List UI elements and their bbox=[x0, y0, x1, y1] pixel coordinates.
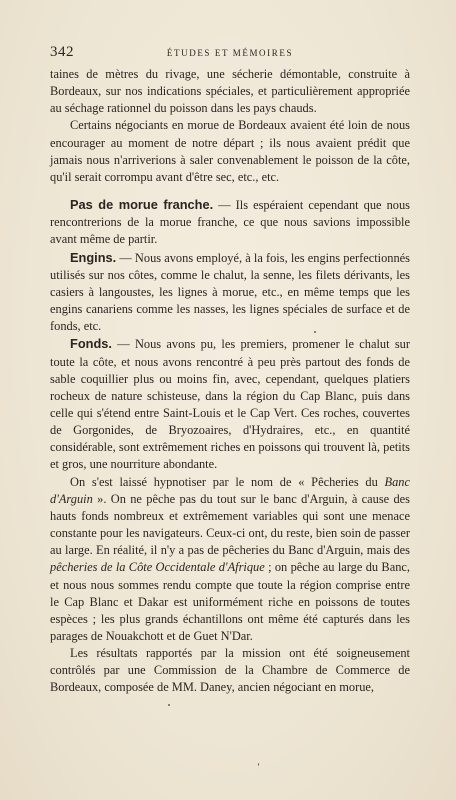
text-run: ; on pêche au large du Banc, et nous nous sommes rendu compte que toute la région comprise entre le Cap Blanc et Dakar est uniformément riche en poissons de toutes espèces ; les plus grands échantillons ont même été capturés dans les parages de Nouakchott et de Guet N'Dar. bbox=[50, 560, 410, 643]
italic-run: pêcheries de la Côte Occidentale d'Afrique bbox=[50, 560, 265, 575]
paper-speck bbox=[314, 331, 316, 333]
running-head: ÉTUDES ET MÉMOIRES bbox=[166, 48, 294, 58]
paragraph-fonds bbox=[50, 335, 410, 473]
text-run: Certains négociants en morue de Bordeaux avaient été loin de nous encourager au moment de notre départ ; ils nous avaient prédit que jamais nous n'arriverions à saler convenablement le poisson de la côte, qu'il serait corrompu avant d'être sec, etc., etc. bbox=[50, 118, 410, 184]
section-heading: Fonds. bbox=[70, 336, 112, 352]
section-heading: Pas de morue franche. bbox=[70, 197, 214, 213]
paragraph bbox=[50, 117, 410, 186]
italic-run: Banc d'Arguin bbox=[50, 474, 410, 506]
text-run: — Nous avons employé, à la fois, les engins perfectionnés utilisés sur nos côtes, comme le chalut, la senne, les filets dérivants, les casiers à langoustes, les lignes à morue, etc., en même temps que les engins canariens comme les nasses, les lignes spéciales de surface et de fonds, etc. bbox=[50, 250, 410, 334]
paragraph-pas-de-morue-franche bbox=[50, 196, 410, 248]
paragraph-engins bbox=[50, 249, 410, 336]
text-run: Les résultats rapportés par la mission ont été soigneusement contrôlés par une Commission de la Chambre de Commerce de Bordeaux, composée de MM. Daney, ancien négociant en morue, bbox=[50, 646, 410, 695]
paper-speck bbox=[168, 704, 170, 706]
paper-speck bbox=[258, 763, 259, 766]
body-text bbox=[50, 66, 410, 697]
text-run: ». On ne pêche pas du tout sur le banc d'Arguin, à cause des hauts fonds nombreux et extrêmement variables qui sont une menace constante pour les navigateurs. Ceux-ci ont, du reste, bien soin de passer au large. En réalité, il n'y a pas de pêcheries du Banc d'Arguin, mais des bbox=[50, 491, 410, 558]
paragraph bbox=[50, 645, 410, 696]
page-header bbox=[50, 44, 410, 64]
paragraph bbox=[50, 66, 410, 117]
page-number: 342 bbox=[50, 44, 74, 60]
text-run: — Nous avons pu, les premiers, promener le chalut sur toute la côte, et nous avons rencontré à peu près partout des fonds de sable coquillier plus ou moins fin, avec, cependant, quelques platiers rocheux de nature schisteuse, dans la région du Cap Blanc, puis dans celle qui s'étend entre Saint-Louis et le Cap Vert. Ces roches, couvertes de Gorgonides, de Bryozoaires, d'Hydraires, etc., en quantité considérable, sont extrêmement riches en poissons qui trouvent là, petits et gros, une nourriture abondante. bbox=[50, 337, 410, 472]
text-run: taines de mètres du rivage, une sécherie démontable, construite à Bordeaux, sur nos indications spéciales, et particulièrement appropriée au séchage rationnel du poisson dans les pays chauds. bbox=[50, 67, 410, 116]
paragraph bbox=[50, 474, 410, 646]
text-run: On s'est laissé hypnotiser par le nom de « Pêcheries du bbox=[70, 474, 385, 489]
text-run: — Ils espéraient cependant que nous rencontrerions de la morue franche, ce que nous savions impossible avant même de partir. bbox=[50, 198, 410, 247]
section-heading: Engins. bbox=[70, 249, 117, 265]
